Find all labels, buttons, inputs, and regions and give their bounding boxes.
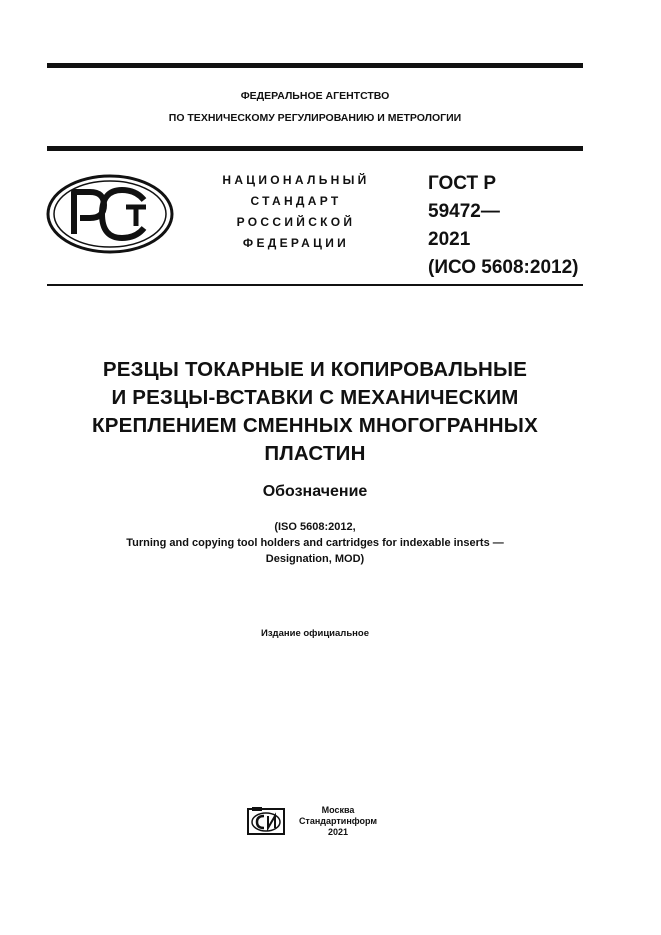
publisher-name: Стандартинформ (298, 816, 378, 826)
iso-reference (47, 519, 583, 567)
title-line-2: И РЕЗЦЫ-ВСТАВКИ С МЕХАНИЧЕСКИМ (111, 386, 519, 409)
header-bottom-rule (47, 284, 583, 286)
header-rule (47, 146, 583, 151)
gost-line-2: 59472— (428, 201, 500, 222)
title-line-1: РЕЗЦЫ ТОКАРНЫЕ И КОПИРОВАЛЬНЫЕ (102, 358, 528, 381)
standartinform-logo-icon (247, 806, 285, 836)
document-subtitle: Обозначение (262, 483, 368, 500)
agency-line-1: ФЕДЕРАЛЬНОЕ АГЕНТСТВО (240, 90, 390, 102)
agency-line-2: ПО ТЕХНИЧЕСКОМУ РЕГУЛИРОВАНИЮ И МЕТРОЛОГИИ (168, 112, 462, 124)
national-standard-line-2: СТАНДАРТ (250, 194, 342, 208)
national-standard-label (196, 170, 396, 254)
gost-line-4: (ИСО 5608:2012) (428, 257, 579, 278)
publisher-info (290, 805, 386, 838)
national-standard-line-3: РОССИЙСКОЙ (236, 215, 356, 229)
gost-designation (428, 170, 578, 282)
title-line-3: КРЕПЛЕНИЕМ СМЕННЫХ МНОГОГРАННЫХ (92, 414, 538, 437)
gost-line-3: 2021 (428, 229, 471, 250)
iso-line-3: Designation, MOD) (265, 553, 365, 565)
national-standard-line-1: НАЦИОНАЛЬНЫЙ (222, 173, 370, 187)
national-standard-line-4: ФЕДЕРАЦИИ (242, 236, 350, 250)
publisher-city: Москва (321, 805, 355, 815)
iso-line-2: Turning and copying tool holders and cartridges for indexable inserts — (126, 537, 504, 549)
title-line-4: ПЛАСТИН (264, 442, 366, 465)
publisher-year: 2021 (327, 827, 349, 837)
iso-line-1: (ISO 5608:2012, (274, 521, 356, 533)
top-rule (47, 63, 583, 68)
gost-line-1: ГОСТ Р (428, 173, 497, 194)
rst-certification-logo-icon (46, 174, 174, 254)
document-title (47, 356, 583, 468)
edition-label: Издание официальное (261, 628, 369, 639)
